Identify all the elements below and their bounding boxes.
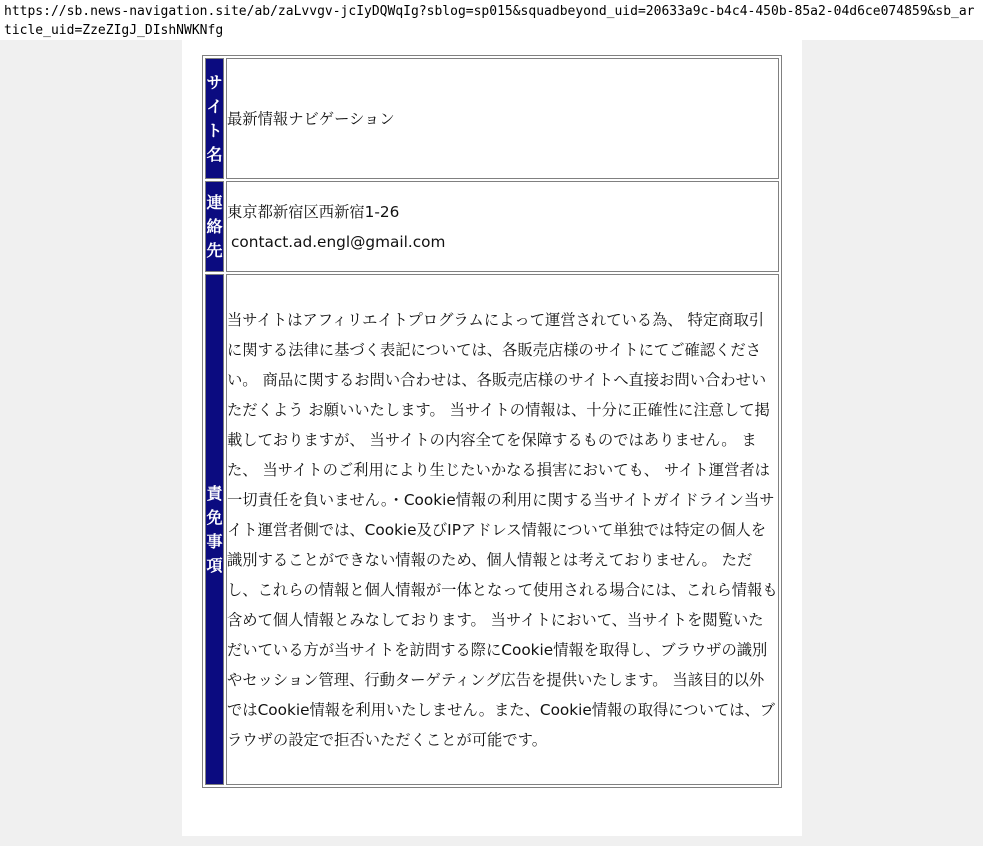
disclaimer-value [226,274,779,785]
disclaimer-text: 当サイトはアフィリエイトプログラムによって運営されている為、 特定商取引に関する法律に基づく表記については、各販売店様のサイトにてご確認ください。 商品に関するお問い合わせは、各販売店様のサイトへ直接お問い合わせいただくよう お願いいたします。 当サイトの情報は、十分に正確性に注意して掲載しておりますが、 当サイトの内容全てを保障するものではありません。 また、 当サイトのご利用により生じたいかなる損害においても、 サイト運営者は一切責任を負いません。・Cookie情報の利用に関する当サイトガイドライン当サイト運営者側では、Cookie及びIPアドレス情報について単独では特定の個人を識別することができない情報のため、個人情報とは考えておりません。 ただし、これらの情報と個人情報が一体となって使用される場合には、これら情報も含めて個人情報とみなしております。 当サイトにおいて、当サイトを閲覧いただいている方が当サイトを訪問する際にCookie情報を取得し、ブラウザの識別やセッション管理、行動ターゲティング広告を提供いたします。 当該目的以外ではCookie情報を利用いたしません。また、Cookie情報の取得については、ブラウザの設定で拒否いただくことが可能です。 [227,310,778,749]
table-row-disclaimer [205,274,779,785]
header-char: 事 [206,531,223,551]
site-info-table [202,55,782,788]
page-content [182,40,802,836]
address-bar-url[interactable]: https://sb.news-navigation.site/ab/zaLvvgv-jcIyDQWqIg?sblog=sp015&squadbeyond_uid=20633a9c-b4c4-450b-85a2-04d6ce074859&sb_article_uid=ZzeZIgJ_DIshNWKNfg [0,0,983,40]
header-char: 先 [206,240,223,260]
header-disclaimer [205,274,224,785]
contact-address: 東京都新宿区西新宿1-26 [227,202,400,221]
contact-email: contact.ad.engl@gmail.com [231,232,446,251]
table-row-contact [205,181,779,272]
header-char: 項 [206,555,223,575]
header-char: サ [206,72,223,92]
header-char: 連 [206,192,223,212]
contact-value [226,181,779,272]
header-char: 責 [206,483,223,503]
header-char: 絡 [206,216,223,236]
header-char: イ [206,96,223,116]
site-name-value: 最新情報ナビゲーション [226,58,779,179]
header-site-name [205,58,224,179]
header-contact [205,181,224,272]
header-char: 免 [206,507,223,527]
table-row-site-name [205,58,779,179]
header-char: 名 [206,144,223,164]
header-char: ト [206,120,223,140]
